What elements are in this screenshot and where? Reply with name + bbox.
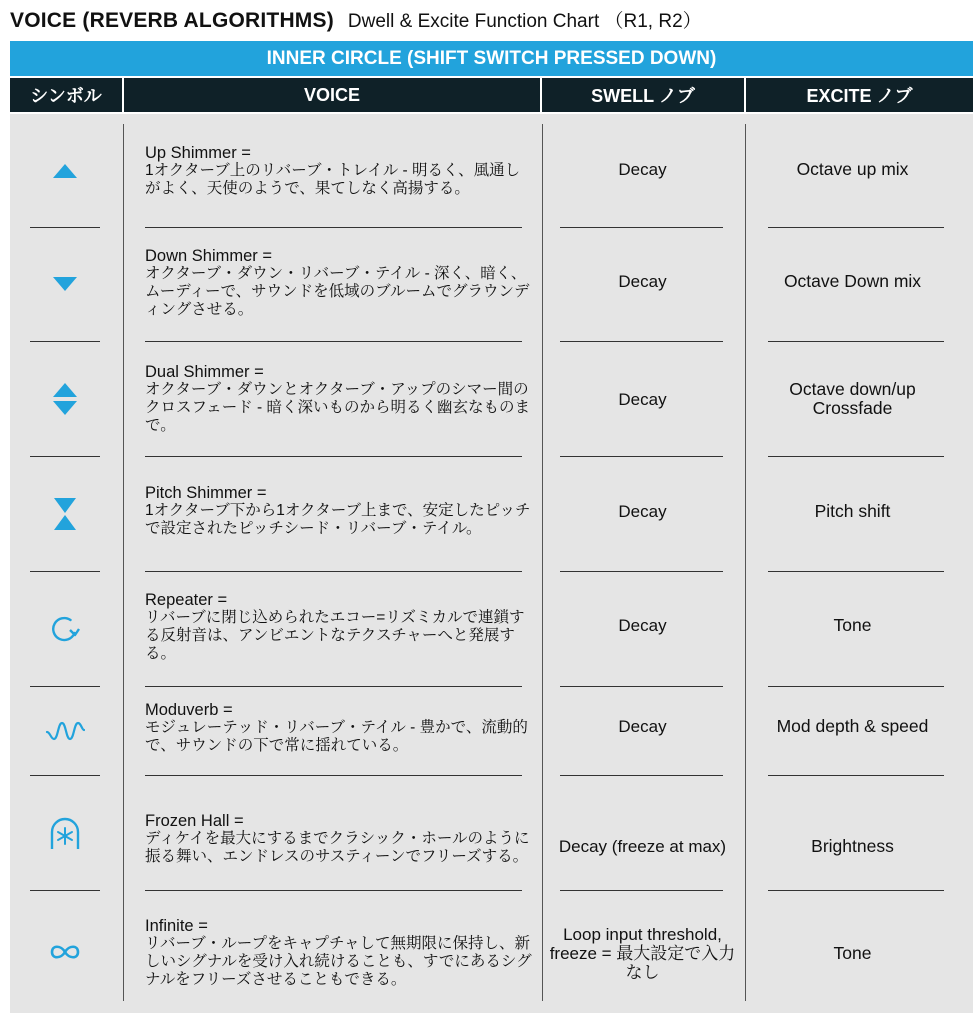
triangle-up-icon bbox=[51, 161, 79, 181]
row-divider bbox=[768, 890, 944, 891]
voice-cell bbox=[145, 812, 535, 866]
voice-cell bbox=[145, 247, 535, 319]
excite-cell: Brightness bbox=[811, 835, 894, 856]
voice-description: 1オクターブ下から1オクターブ上まで、安定したピッチで設定されたピッチシード・リバーブ・テイル。 bbox=[145, 502, 531, 537]
excite-cell: Tone bbox=[833, 942, 872, 963]
inner-circle-banner: INNER CIRCLE (SHIFT SWITCH PRESSED DOWN) bbox=[10, 41, 973, 76]
swell-cell: Decay bbox=[618, 716, 667, 736]
row-divider bbox=[560, 227, 723, 228]
row-divider bbox=[768, 341, 944, 342]
voice-cell bbox=[145, 363, 535, 435]
row-divider bbox=[768, 456, 944, 457]
symbol-cell bbox=[10, 227, 120, 341]
voice-name: Repeater = bbox=[145, 591, 228, 609]
voice-cell bbox=[145, 917, 535, 989]
swell-cell: Decay bbox=[618, 271, 667, 291]
row-divider bbox=[145, 686, 522, 687]
voice-name: Down Shimmer = bbox=[145, 247, 272, 265]
symbol-cell bbox=[10, 456, 120, 571]
header-voice: VOICE bbox=[124, 78, 540, 112]
excite-cell: Pitch shift bbox=[814, 500, 891, 521]
column-divider bbox=[123, 124, 124, 1001]
row-divider bbox=[560, 571, 723, 572]
symbol-cell bbox=[10, 341, 120, 456]
voice-cell bbox=[145, 144, 535, 198]
diamond-arrows-icon bbox=[51, 381, 79, 417]
row-divider bbox=[560, 456, 723, 457]
voice-description: 1オクターブ上のリバーブ・トレイル - 明るく、風通しがよく、天使のようで、果てしなく高揚する。 bbox=[145, 162, 521, 197]
voice-description: モジュレーテッド・リバーブ・テイル - 豊かで、流動的で、サウンドの下で常に揺れている。 bbox=[145, 719, 528, 754]
title-main: VOICE (REVERB ALGORITHMS) bbox=[10, 9, 334, 32]
voice-name: Up Shimmer = bbox=[145, 144, 251, 162]
symbol-cell bbox=[10, 686, 120, 775]
row-divider bbox=[145, 775, 522, 776]
swell-cell: Decay bbox=[618, 389, 667, 409]
row-divider bbox=[768, 227, 944, 228]
voice-description: リバーブ・ループをキャプチャして無期限に保持し、新しいシグナルを受け入れ続けることも、すでにあるシグナルをフリーズさせることもできる。 bbox=[145, 935, 532, 988]
excite-cell: Tone bbox=[833, 614, 872, 635]
symbol-cell bbox=[10, 571, 120, 686]
header-swell: SWELL ノブ bbox=[542, 78, 744, 112]
column-divider bbox=[542, 124, 543, 1001]
frozen-arch-icon bbox=[48, 815, 82, 851]
hourglass-icon bbox=[52, 496, 78, 532]
header-symbol: シンボル bbox=[10, 78, 122, 112]
swell-cell: Decay bbox=[618, 159, 667, 179]
voice-description: オクターブ・ダウン・リバーブ・テイル - 深く、暗く、ムーディーで、サウンドを低域のブルームでグラウンディングさせる。 bbox=[145, 265, 530, 318]
voice-cell bbox=[145, 484, 535, 538]
infinity-icon bbox=[47, 942, 83, 962]
voice-name: Frozen Hall = bbox=[145, 812, 244, 830]
row-divider bbox=[768, 775, 944, 776]
column-divider bbox=[745, 124, 746, 1001]
row-divider bbox=[145, 571, 522, 572]
symbol-cell bbox=[10, 890, 120, 1013]
swell-cell: Decay (freeze at max) bbox=[558, 836, 727, 856]
voice-cell bbox=[145, 591, 535, 663]
symbol-cell bbox=[10, 775, 120, 890]
repeat-icon bbox=[48, 612, 82, 646]
voice-name: Dual Shimmer = bbox=[145, 363, 264, 381]
excite-cell: Octave Down mix bbox=[783, 270, 922, 291]
swell-cell: Loop input threshold, freeze = 最大設定で入力なし bbox=[549, 924, 736, 982]
voice-name: Infinite = bbox=[145, 917, 208, 935]
swell-cell: Decay bbox=[618, 501, 667, 521]
row-divider bbox=[145, 341, 522, 342]
row-divider bbox=[768, 686, 944, 687]
voice-description: オクターブ・ダウンとオクターブ・アップのシマー間のクロスフェード - 暗く深いものから明るく幽玄なものまで。 bbox=[145, 381, 531, 434]
voice-description: ディケイを最大にするまでクラシック・ホールのように振る舞い、エンドレスのサスティーンでフリーズする。 bbox=[145, 830, 530, 865]
header-excite: EXCITE ノブ bbox=[746, 78, 973, 112]
swell-cell: Decay bbox=[618, 615, 667, 635]
excite-cell: Octave down/up Crossfade bbox=[789, 379, 916, 418]
row-divider bbox=[560, 341, 723, 342]
row-divider bbox=[560, 890, 723, 891]
row-divider bbox=[145, 456, 522, 457]
symbol-cell bbox=[10, 114, 120, 227]
voice-name: Moduverb = bbox=[145, 701, 233, 719]
excite-cell: Octave up mix bbox=[796, 158, 909, 179]
row-divider bbox=[768, 571, 944, 572]
voice-description: リバーブに閉じ込められたエコー=リズミカルで連鎖する反射音は、アンビエントなテクスチャーへと発展する。 bbox=[145, 609, 525, 662]
excite-cell: Mod depth & speed bbox=[776, 715, 929, 736]
row-divider bbox=[145, 890, 522, 891]
row-divider bbox=[560, 686, 723, 687]
page-title bbox=[10, 6, 702, 34]
voice-name: Pitch Shimmer = bbox=[145, 484, 267, 502]
row-divider bbox=[145, 227, 522, 228]
row-divider bbox=[560, 775, 723, 776]
voice-cell bbox=[145, 701, 535, 755]
function-table bbox=[10, 114, 973, 1013]
wave-icon bbox=[45, 718, 85, 744]
triangle-down-icon bbox=[51, 274, 79, 294]
title-sub: Dwell & Excite Function Chart （R1, R2） bbox=[347, 11, 702, 32]
